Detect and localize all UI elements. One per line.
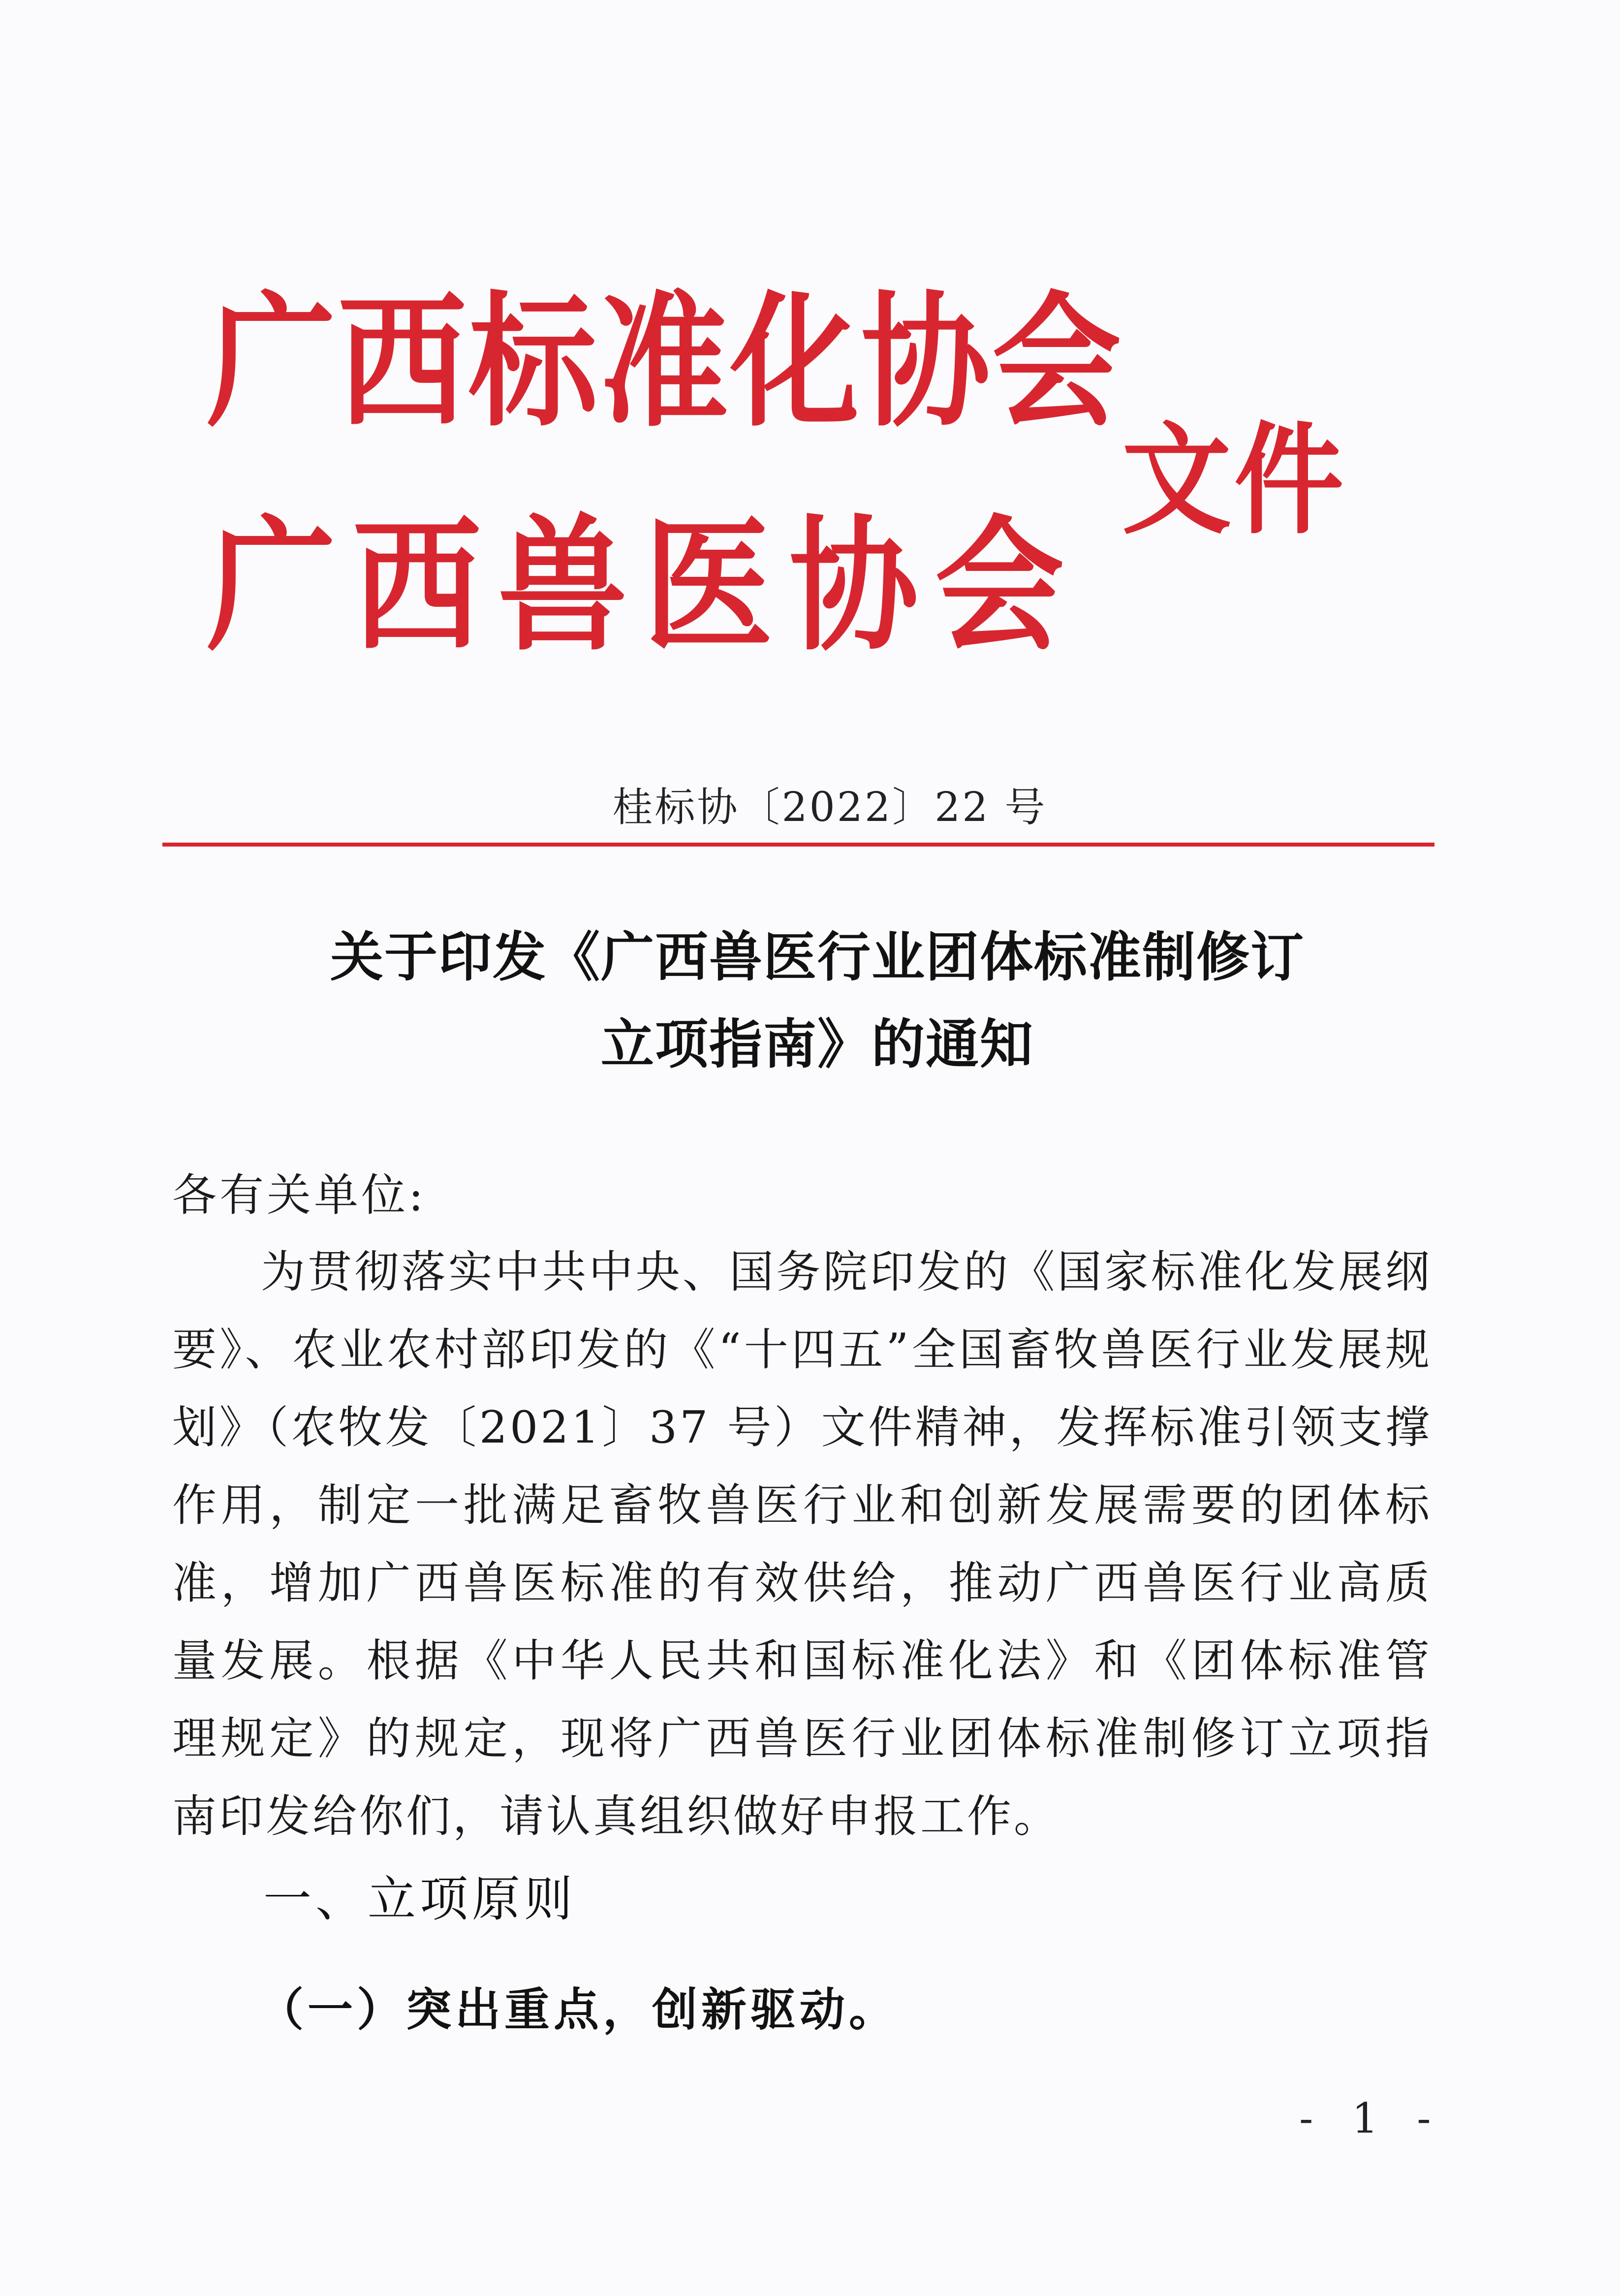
masthead-suffix: 文件: [1122, 411, 1346, 551]
page-number: - 1 -: [1299, 2094, 1444, 2142]
document-number: 桂标协〔2022〕22 号: [612, 784, 1047, 831]
salutation: 各有关单位:: [172, 1169, 427, 1221]
body-paragraph: 为贯彻落实中共中央、国务院印发的《国家标准化发展纲要》、农业农村部印发的《“十四五”全国畜牧兽医行业发展规划》（农牧发〔2021〕37 号）文件精神，发挥标准引领支撑作用，制定一批满足畜牧兽医行业和创新发展需要的团体标准，增加广西兽医标准的有效供给，推动广西兽医行业高质量发展。根据《中华人民共和国标准化法》和《团体标准管理规定》的规定，现将广西兽医行业团体标准制修订立项指南印发给你们，请认真组织做好申报工作。: [172, 1246, 1432, 1842]
subsection-heading: （一）突出重点，创新驱动。: [258, 1983, 899, 2036]
section-heading: 一、立项原则: [263, 1871, 577, 1927]
notice-title-line-2: 立项指南》的通知: [600, 1014, 1034, 1075]
masthead-issuer-2: 广西兽医协会: [207, 502, 1081, 670]
masthead-issuer-1: 广西标准化协会: [207, 278, 1123, 446]
red-divider: [162, 843, 1434, 847]
notice-title-line-1: 关于印发《广西兽医行业团体标准制修订: [330, 927, 1305, 988]
